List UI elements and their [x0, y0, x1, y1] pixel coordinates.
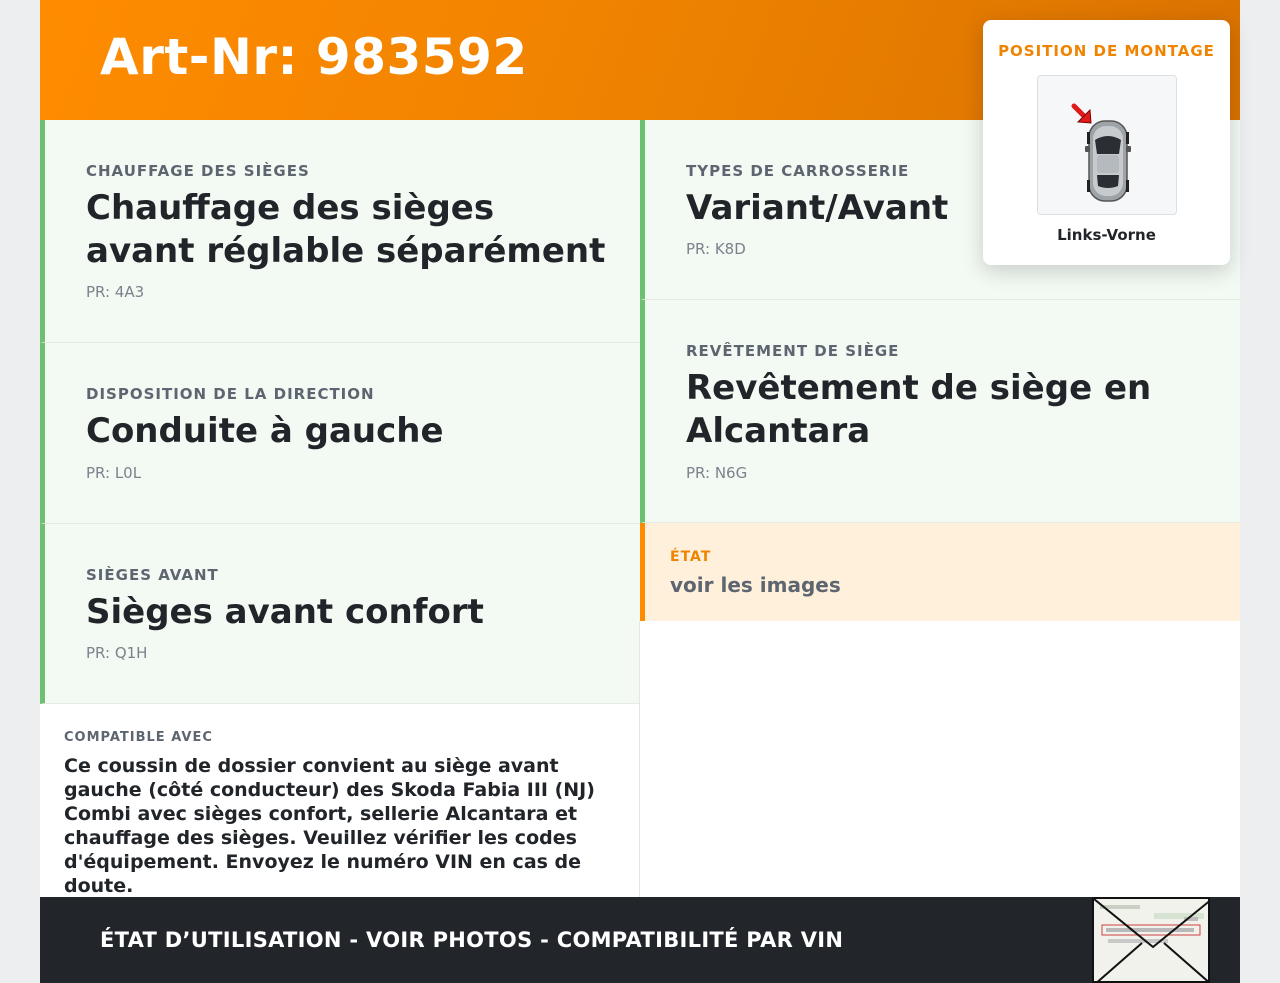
- spec-pr-code: PR: K8D: [686, 240, 746, 258]
- position-arrow-icon: [1074, 106, 1091, 123]
- spec-value: Revêtement de siège en Alcantara: [686, 368, 1152, 451]
- spec-steering: [40, 343, 640, 524]
- spec-value: Sièges avant confort: [86, 592, 484, 632]
- spec-value: Variant/Avant: [686, 188, 949, 228]
- footer-bar: [40, 897, 1240, 983]
- spec-label: SIÈGES AVANT: [86, 566, 219, 584]
- compatibility-label: COMPATIBLE AVEC: [64, 730, 213, 745]
- mounting-position-value: Links-Vorne: [1057, 226, 1156, 244]
- spec-label: CHAUFFAGE DES SIÈGES: [86, 162, 310, 180]
- mounting-position-title: POSITION DE MONTAGE: [998, 42, 1215, 60]
- spec-label: REVÊTEMENT DE SIÈGE: [686, 342, 900, 360]
- footer-text: ÉTAT D’UTILISATION - VOIR PHOTOS - COMPATIBILITÉ PAR VIN: [100, 928, 844, 952]
- vin-document-thumbnail[interactable]: [1092, 897, 1210, 983]
- condition-box: [640, 523, 1240, 621]
- spec-seat-upholstery: [640, 300, 1240, 523]
- spec-pr-code: PR: Q1H: [86, 644, 148, 662]
- spec-value: Conduite à gauche: [86, 411, 444, 451]
- compatibility-text: Ce coussin de dossier convient au siège avant gauche (côté conducteur) des Skoda Fabia III (NJ) Combi avec sièges confort, sellerie Alcantara et chauffage des sièges. Veuillez vérifier les codes d'équipement. Envoyez le numéro VIN en cas de doute.: [64, 755, 595, 897]
- spec-label: TYPES DE CARROSSERIE: [686, 162, 910, 180]
- article-number: Art-Nr: 983592: [100, 28, 528, 86]
- spec-seat-heating: [40, 120, 640, 343]
- spec-value: Chauffage des sièges avant réglable séparément: [86, 188, 606, 271]
- spec-label: DISPOSITION DE LA DIRECTION: [86, 385, 375, 403]
- envelope-icon: [1094, 899, 1210, 983]
- mounting-position-card: [983, 20, 1230, 265]
- car-top-view-icon: [1038, 76, 1178, 216]
- spec-front-seats: [40, 524, 640, 704]
- compatibility-section: [40, 704, 640, 897]
- condition-label: ÉTAT: [670, 549, 712, 565]
- spec-pr-code: PR: L0L: [86, 464, 142, 482]
- spec-pr-code: PR: 4A3: [86, 283, 145, 301]
- spec-pr-code: PR: N6G: [686, 464, 748, 482]
- car-position-image: [1037, 75, 1177, 215]
- condition-link[interactable]: voir les images: [670, 573, 841, 597]
